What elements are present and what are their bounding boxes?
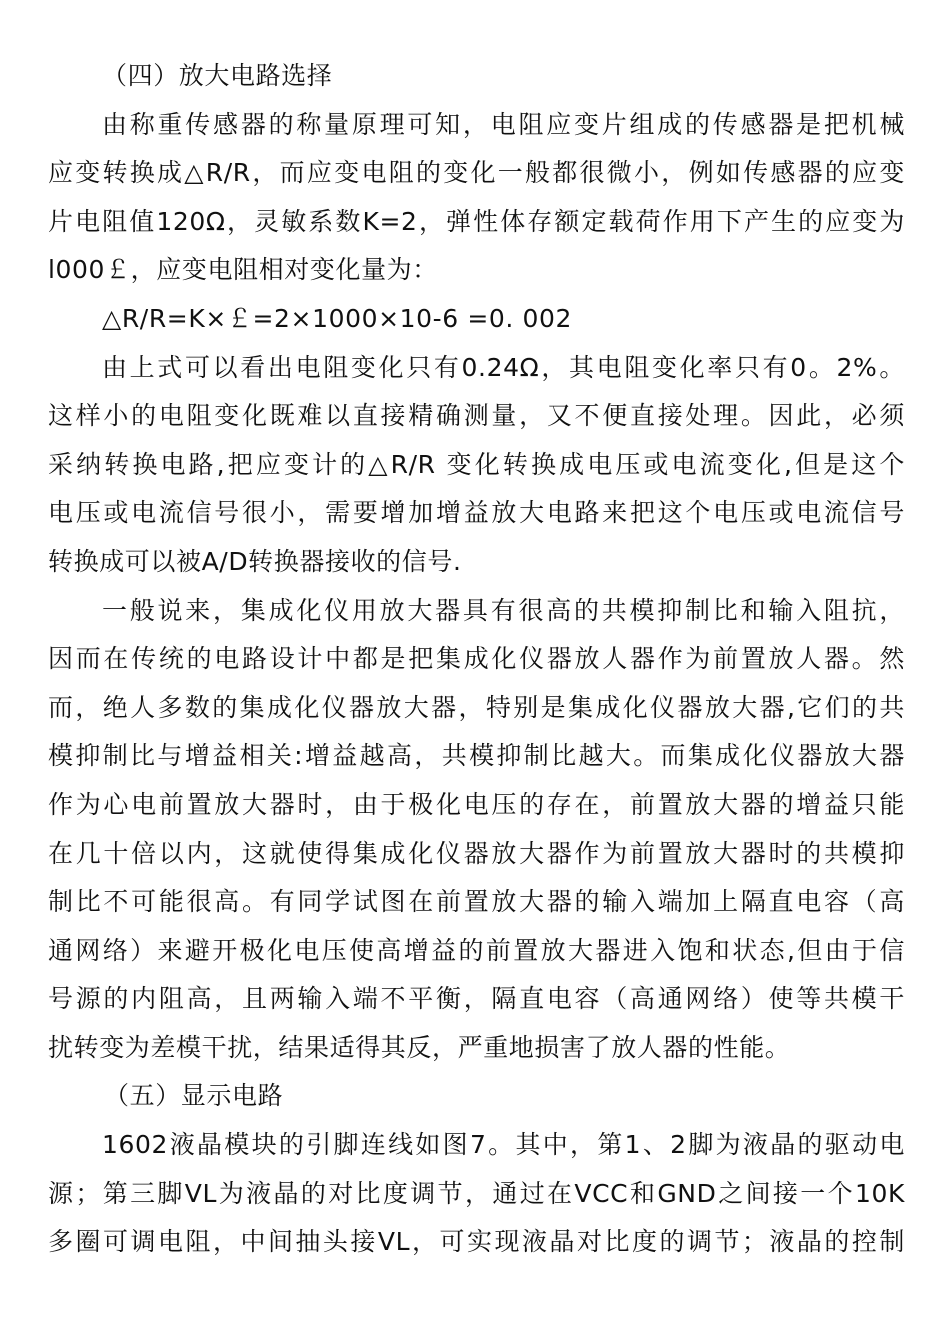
paragraph-line: l000￡，应变电阻相对变化量为： — [48, 255, 438, 285]
formula-line: △R/R=K×￡=2×1000×10-6 =0. 002 — [102, 303, 572, 333]
paragraph-line: 采纳转换电路,把应变计的△R/R 变化转换成电压或电流变化,但是这个 — [48, 449, 905, 479]
paragraph-line: 模抑制比与增益相关:增益越高，共模抑制比越大。而集成化仪器放大器 — [48, 741, 905, 771]
paragraph-line: 号源的内阻高，且两输入端不平衡，隔直电容（高通网络）使等共模干 — [48, 984, 905, 1014]
paragraph-line: 源；第三脚VL为液晶的对比度调节，通过在VCC和GND之间接一个10K — [48, 1178, 905, 1208]
paragraph-line: 由上式可以看出电阻变化只有0.24Ω，其电阻变化率只有0。2%。 — [102, 352, 905, 382]
paragraph-line: 制比不可能很高。有同学试图在前置放大器的输入端加上隔直电容（高 — [48, 887, 905, 917]
section-heading-amplifier: （四）放大电路选择 — [102, 61, 333, 90]
paragraph-line: 片电阻值120Ω，灵敏系数K=2，弹性体存额定载荷作用下产生的应变为 — [48, 206, 905, 236]
paragraph-line: 因而在传统的电路设计中都是把集成化仪器放人器作为前置放人器。然 — [48, 644, 905, 674]
paragraph-line: 扰转变为差模干扰，结果适得其反，严重地损害了放人器的性能。 — [48, 1032, 791, 1062]
paragraph-line: 电压或电流信号很小，需要增加增益放大电路来把这个电压或电流信号 — [48, 498, 905, 528]
paragraph-line: 由称重传感器的称量原理可知，电阻应变片组成的传感器是把机械 — [102, 109, 905, 139]
paragraph-line: 作为心电前置放大器时，由于极化电压的存在，前置放大器的增益只能 — [48, 789, 905, 819]
paragraph-line: 应变转换成△R/R，而应变电阻的变化一般都很微小，例如传感器的应变 — [48, 158, 905, 188]
paragraph-line: 通网络）来避开极化电压使高增益的前置放大器进入饱和状态,但由于信 — [48, 935, 905, 965]
paragraph-line: 而，绝人多数的集成化仪器放大器，特别是集成化仪器放大器,它们的共 — [48, 692, 905, 722]
paragraph-line: 转换成可以被A/D转换器接收的信号. — [48, 546, 462, 576]
paragraph-line: 这样小的电阻变化既难以直接精确测量，又不便直接处理。因此，必须 — [48, 401, 905, 431]
paragraph-line: 一般说来，集成化仪用放大器具有很高的共模抑制比和输入阻抗， — [102, 595, 905, 625]
paragraph-line: 1602液晶模块的引脚连线如图7。其中，第1、2脚为液晶的驱动电 — [102, 1130, 905, 1160]
paragraph-line: 多圈可调电阻，中间抽头接VL，可实现液晶对比度的调节；液晶的控制 — [48, 1227, 905, 1257]
paragraph-line: 在几十倍以内，这就使得集成化仪器放大器作为前置放大器时的共模抑 — [48, 838, 905, 868]
section-heading-display: （五）显示电路 — [104, 1081, 284, 1111]
